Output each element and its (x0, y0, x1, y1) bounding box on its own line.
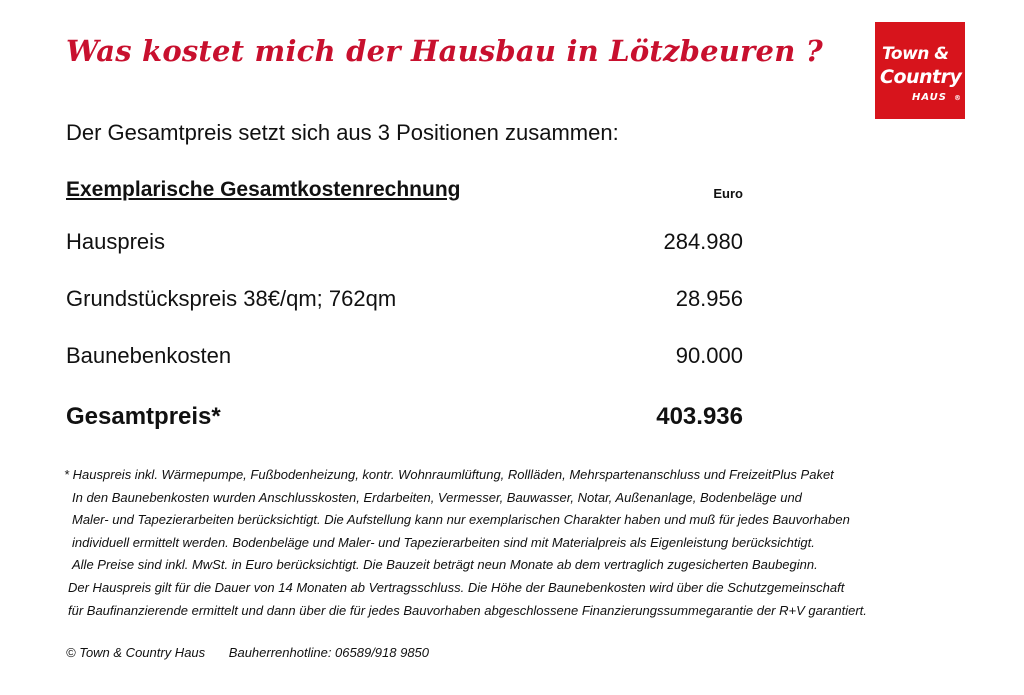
footnote-line: Maler- und Tapezierarbeiten berücksichtigt. Die Aufstellung kann nur exemplarischen Charakter haben und muß für jedes Bauvorhaben (72, 512, 850, 528)
hotline-text: Bauherrenhotline: 06589/918 9850 (228, 645, 430, 660)
footer (66, 645, 429, 660)
cost-row-baunebenkosten (66, 343, 743, 373)
currency-label: Euro (713, 186, 743, 201)
cost-row-label: Grundstückspreis 38€/qm; 762qm (66, 286, 397, 311)
cost-row-label: Hauspreis (66, 229, 166, 254)
logo-registered-mark: ® (954, 94, 961, 102)
footnote-line: In den Baunebenkosten wurden Anschlusskosten, Erdarbeiten, Vermesser, Bauwasser, Notar, Außenanlage, Bodenbeläge und (72, 489, 802, 505)
cost-table-heading: Exemplarische Gesamtkostenrechnung (66, 178, 461, 201)
total-label: Gesamtpreis* (66, 403, 221, 430)
footnotes (64, 464, 1004, 622)
footnote-line: für Baufinanzierende ermittelt und dann über die für jedes Bauvorhaben abgeschlossene Finanzierungssummegarantie der R+V garantiert. (68, 602, 867, 618)
total-value: 403.936 (656, 403, 743, 430)
logo-line-2: Country (880, 66, 962, 88)
cost-row-total (66, 403, 743, 433)
footnote-line: * Hauspreis inkl. Wärmepumpe, Fußbodenheizung, kontr. Wohnraumlüftung, Rollläden, Mehrspartenanschluss und FreizeitPlus Paket (64, 467, 834, 482)
logo-line-1: Town & (882, 44, 949, 64)
cost-row-value: 90.000 (675, 343, 743, 368)
copyright-text: © Town & Country Haus (66, 645, 206, 660)
town-country-logo (875, 22, 965, 119)
cost-row-hauspreis (66, 229, 743, 259)
intro-text: Der Gesamtpreis setzt sich aus 3 Positionen zusammen: (66, 120, 619, 145)
footnote-line: Alle Preise sind inkl. MwSt. in Euro berücksichtigt. Die Bauzeit beträgt neun Monate ab dem vertraglich zugesicherten Baubeginn. (72, 557, 818, 573)
page-title: Was kostet mich der Hausbau in Lötzbeuren ? (66, 34, 823, 68)
cost-row-grundstueck (66, 286, 743, 316)
cost-row-value: 284.980 (663, 229, 743, 254)
footnote-line: individuell ermittelt werden. Bodenbeläge und Maler- und Tapezierarbeiten sind mit Materialpreis als Eigenleistung berücksichtigt. (72, 534, 815, 550)
logo-line-3: HAUS (912, 92, 947, 103)
footnote-line: Der Hauspreis gilt für die Dauer von 14 Monaten ab Vertragsschluss. Die Höhe der Baunebenkosten wird über die Schutzgemeinschaft (68, 579, 845, 595)
cost-row-label: Baunebenkosten (66, 343, 232, 368)
cost-row-value: 28.956 (675, 286, 743, 311)
